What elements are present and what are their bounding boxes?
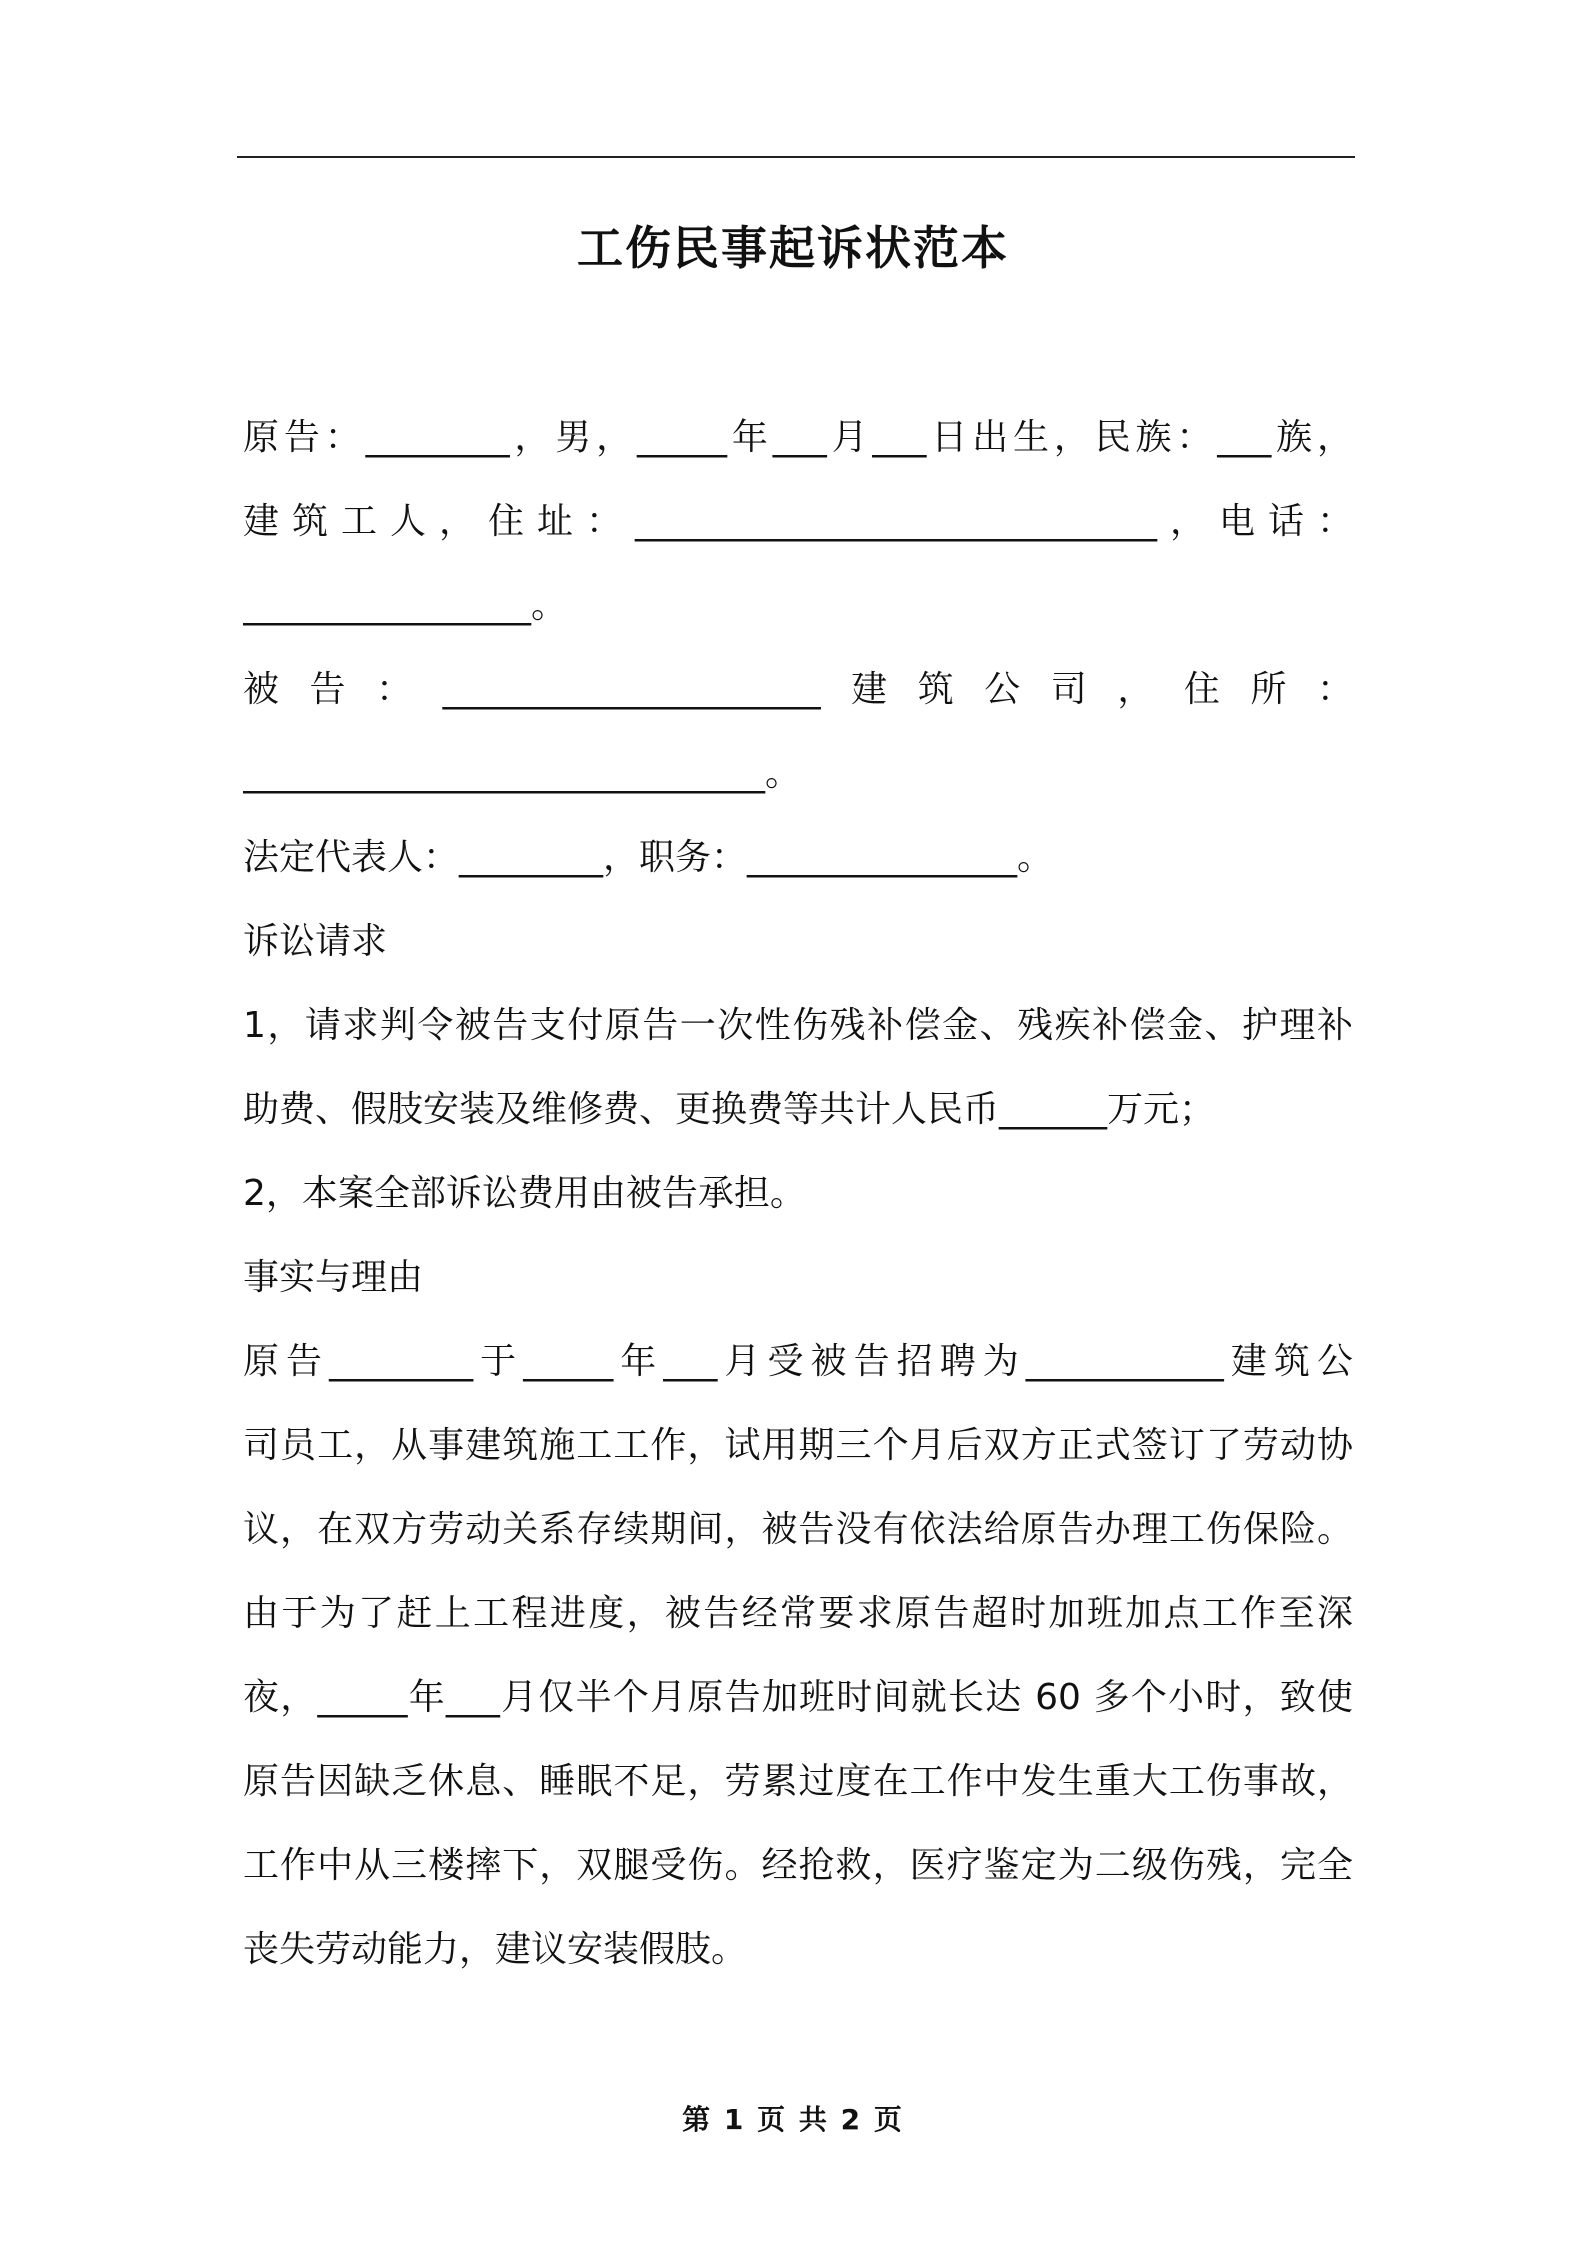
claim-item-1: 1，请求判令被告支付原告一次性伤残补偿金、残疾补偿金、护理补	[243, 1005, 1353, 1046]
defendant-line: 被告：_____________________建筑公司，住所：	[243, 669, 1353, 710]
facts-paragraph-line: 由于为了赶上工程进度，被告经常要求原告超时加班加点工作至深	[243, 1593, 1353, 1634]
facts-paragraph-line: 司员工，从事建筑施工工作，试用期三个月后双方正式签订了劳动协	[243, 1425, 1353, 1466]
plaintiff-phone-line: ________________。	[243, 585, 567, 626]
facts-paragraph-line: 夜，_____年___月仅半个月原告加班时间就长达 60 多个小时，致使	[243, 1677, 1353, 1718]
facts-paragraph-line: 议，在双方劳动关系存续期间，被告没有依法给原告办理工伤保险。	[243, 1509, 1353, 1550]
section-heading-claims: 诉讼请求	[243, 921, 388, 962]
document-title: 工伤民事起诉状范本	[577, 221, 1009, 275]
defendant-address-line: _____________________________。	[243, 753, 801, 794]
facts-paragraph-line: 原告________于_____年___月受被告招聘为___________建筑公	[243, 1341, 1353, 1382]
facts-paragraph-line: 工作中从三楼摔下，双腿受伤。经抢救，医疗鉴定为二级伤残，完全	[243, 1845, 1353, 1886]
section-heading-facts: 事实与理由	[243, 1257, 424, 1298]
header-rule	[237, 156, 1355, 158]
legal-representative-line: 法定代表人：________，职务：_______________。	[243, 837, 1054, 878]
page-number: 第 1 页 共 2 页	[682, 2103, 904, 2136]
claim-item-1-cont: 助费、假肢安装及维修费、更换费等共计人民币______万元；	[243, 1089, 1216, 1130]
document-body	[243, 408, 1353, 2004]
plaintiff-address-line: 建筑工人，住址：_____________________________，电话：	[243, 501, 1353, 542]
claim-item-2: 2，本案全部诉讼费用由被告承担。	[243, 1173, 806, 1214]
facts-paragraph-line: 原告因缺乏休息、睡眠不足，劳累过度在工作中发生重大工伤事故，	[243, 1761, 1353, 1802]
plaintiff-line: 原告：________，男，_____年___月___日出生，民族：___族，	[243, 417, 1353, 458]
facts-paragraph-line: 丧失劳动能力，建议安装假肢。	[243, 1929, 748, 1970]
